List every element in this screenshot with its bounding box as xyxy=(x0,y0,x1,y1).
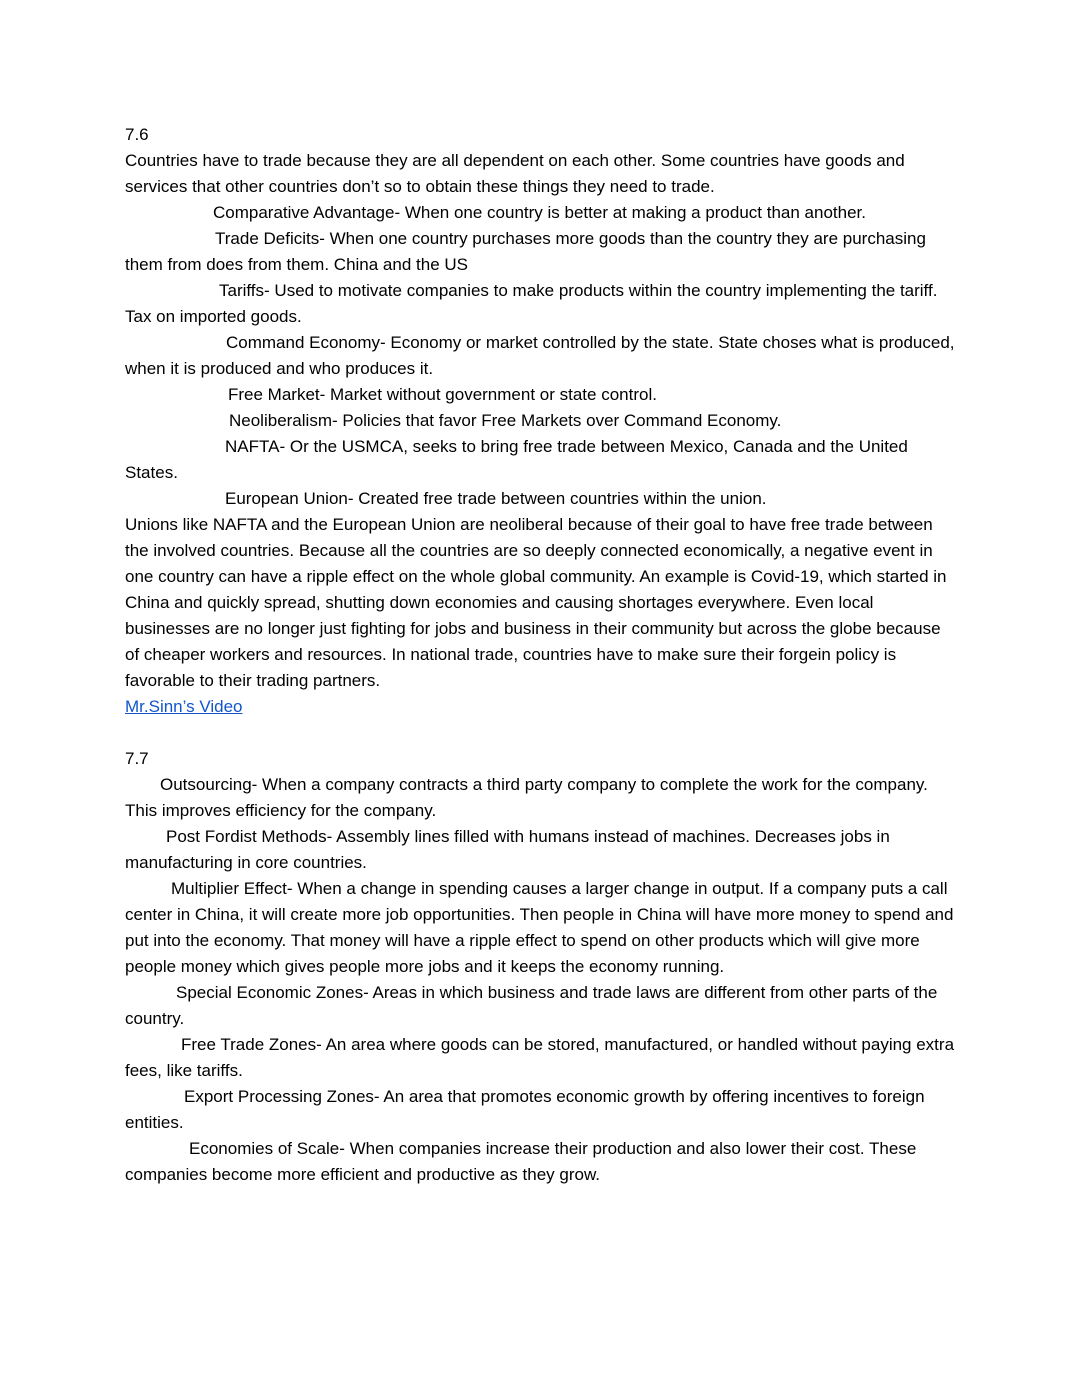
section-body xyxy=(125,772,955,1188)
paragraph: Outsourcing- When a company contracts a third party company to complete the work for the company. This improves efficiency for the company. xyxy=(125,775,928,820)
document-section xyxy=(125,122,955,720)
paragraph: Post Fordist Methods- Assembly lines filled with humans instead of machines. Decreases jobs in manufacturing in core countries. xyxy=(125,827,890,872)
paragraph: Export Processing Zones- An area that promotes economic growth by offering incentives to foreign entities. xyxy=(125,1087,925,1132)
paragraph: Unions like NAFTA and the European Union are neoliberal because of their goal to have free trade between the involved countries. Because all the countries are so deeply connected economically, a negative event in one country can have a ripple effect on the whole global community. An example is Covid-19, which started in China and quickly spread, shutting down economies and causing shortages everywhere. Even local businesses are no longer just fighting for jobs and business in their community but across the globe because of cheaper workers and resources. In national trade, countries have to make sure their forgein policy is favorable to their trading partners. xyxy=(125,515,947,690)
paragraph: Free Market- Market without government or state control. xyxy=(228,385,657,404)
paragraph: European Union- Created free trade between countries within the union. xyxy=(225,489,767,508)
paragraph: NAFTA- Or the USMCA, seeks to bring free trade between Mexico, Canada and the United States. xyxy=(125,437,908,482)
section-body xyxy=(125,148,955,720)
document-section xyxy=(125,746,955,1188)
document-content xyxy=(125,122,955,1188)
paragraph: Free Trade Zones- An area where goods can be stored, manufactured, or handled without paying extra fees, like tariffs. xyxy=(125,1035,955,1080)
paragraph: Countries have to trade because they are all dependent on each other. Some countries have goods and services that other countries don’t so to obtain these things they need to trade. xyxy=(125,151,905,196)
paragraph: Comparative Advantage- When one country is better at making a product than another. xyxy=(213,203,866,222)
link-paragraph xyxy=(125,694,955,720)
paragraph: Special Economic Zones- Areas in which business and trade laws are different from other parts of the country. xyxy=(125,983,938,1028)
paragraph: Tariffs- Used to motivate companies to make products within the country implementing the tariff. Tax on imported goods. xyxy=(125,281,938,326)
paragraph: Multiplier Effect- When a change in spending causes a larger change in output. If a company puts a call center in China, it will create more job opportunities. Then people in China will have more money to spend and put into the economy. That money will have a ripple effect to spend on other products which will give more people money which gives people more jobs and it keeps the economy running. xyxy=(125,879,954,976)
section-heading: 7.6 xyxy=(125,125,149,144)
mr-sinns-video-link[interactable]: Mr.Sinn’s Video xyxy=(125,697,243,716)
paragraph: Trade Deficits- When one country purchases more goods than the country they are purchasing them from does from them. China and the US xyxy=(125,229,926,274)
paragraph: Economies of Scale- When companies increase their production and also lower their cost. These companies become more efficient and productive as they grow. xyxy=(125,1139,917,1184)
paragraph: Command Economy- Economy or market controlled by the state. State choses what is produced, when it is produced and who produces it. xyxy=(125,333,955,378)
section-heading: 7.7 xyxy=(125,749,149,768)
paragraph: Neoliberalism- Policies that favor Free Markets over Command Economy. xyxy=(229,411,782,430)
